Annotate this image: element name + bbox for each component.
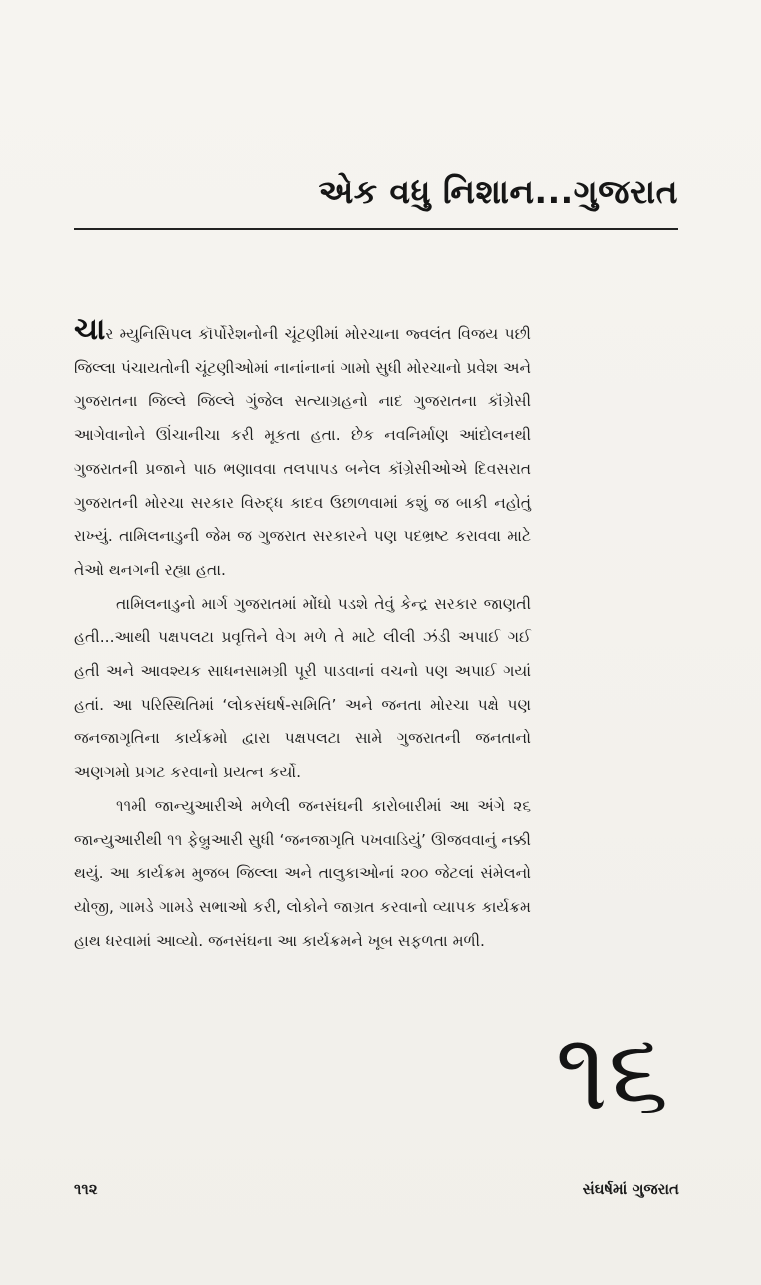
paragraph-1 <box>74 312 531 588</box>
paragraph-3: ૧૧મી જાન્યુઆરીએ મળેલી જનસંઘની કારોબારીમાં આ અંગે ૨૬ જાન્યુઆરીથી ૧૧ ફેબ્રુઆરી સુધી ‘જનજાગૃતિ પખવાડિયું’ ઊજવવાનું નક્કી થયું. આ કાર્યક્રમ મુજબ જિલ્લા અને તાલુકાઓનાં ૨૦૦ જેટલાં સંમેલનો યોજી, ગામડે ગામડે સભાઓ કરી, લોકોને જાગ્રત કરવાનો વ્યાપક કાર્યક્રમ હાથ ધરવામાં આવ્યો. જનસંઘના આ કાર્યક્રમને ખૂબ સફળતા મળી. <box>74 796 531 950</box>
drop-cap: ચા <box>74 312 106 347</box>
chapter-number: ૧૬ <box>555 1010 669 1135</box>
title-divider <box>74 228 678 230</box>
chapter-title: એક વધુ નિશાન...ગુજરાત <box>318 172 678 211</box>
paragraph-2: તામિલનાડુનો માર્ગ ગુજરાતમાં મોંઘો પડશે તેવું કેન્દ્ર સરકાર જાણતી હતી...આથી પક્ષપલટા પ્રવૃત્તિને વેગ મળે તે માટે લીલી ઝંડી અપાઈ ગઈ હતી અને આવશ્યક સાધનસામગ્રી પૂરી પાડવાનાં વચનો પણ અપાઈ ગયાં હતાં. આ પરિસ્થિતિમાં ‘લોકસંઘર્ષ-સમિતિ’ અને જનતા મોરચા પક્ષે પણ જનજાગૃતિના કાર્યક્રમો દ્વારા પક્ષપલટા સામે ગુજરાતની જનતાનો અણગમો પ્રગટ કરવાનો પ્રયત્ન કર્યો. <box>74 594 531 782</box>
paragraph-1-text: ર મ્યુનિસિપલ કૉર્પોરેશનોની ચૂંટણીમાં મોરચાના જ્વલંત વિજય પછી જિલ્લા પંચાયતોની ચૂંટણીઓમાં નાનાંનાનાં ગામો સુધી મોરચાનો પ્રવેશ અને ગુજરાતના જિલ્લે જિલ્લે ગુંજેલ સત્યાગ્રહનો નાદ ગુજરાતના કૉંગ્રેસી આગેવાનોને ઊંચાનીચા કરી મૂકતા હતા. છેક નવનિર્માણ આંદોલનથી ગુજરાતની પ્રજાને પાઠ ભણાવવા તલપાપડ બનેલ કૉંગ્રેસીઓએ દિવસરાત ગુજરાતની મોરચા સરકાર વિરુદ્ધ કાદવ ઉછાળવામાં કશું જ બાકી નહોતું રાખ્યું. તામિલનાડુની જેમ જ ગુજરાત સરકારને પણ પદભ્રષ્ટ કરાવવા માટે તેઓ થનગની રહ્યા હતા. <box>74 325 531 579</box>
page-number: ૧૧૨ <box>74 1180 98 1198</box>
chapter-body <box>74 312 531 958</box>
running-footer-title: સંઘર્ષમાં ગુજરાત <box>582 1180 679 1198</box>
